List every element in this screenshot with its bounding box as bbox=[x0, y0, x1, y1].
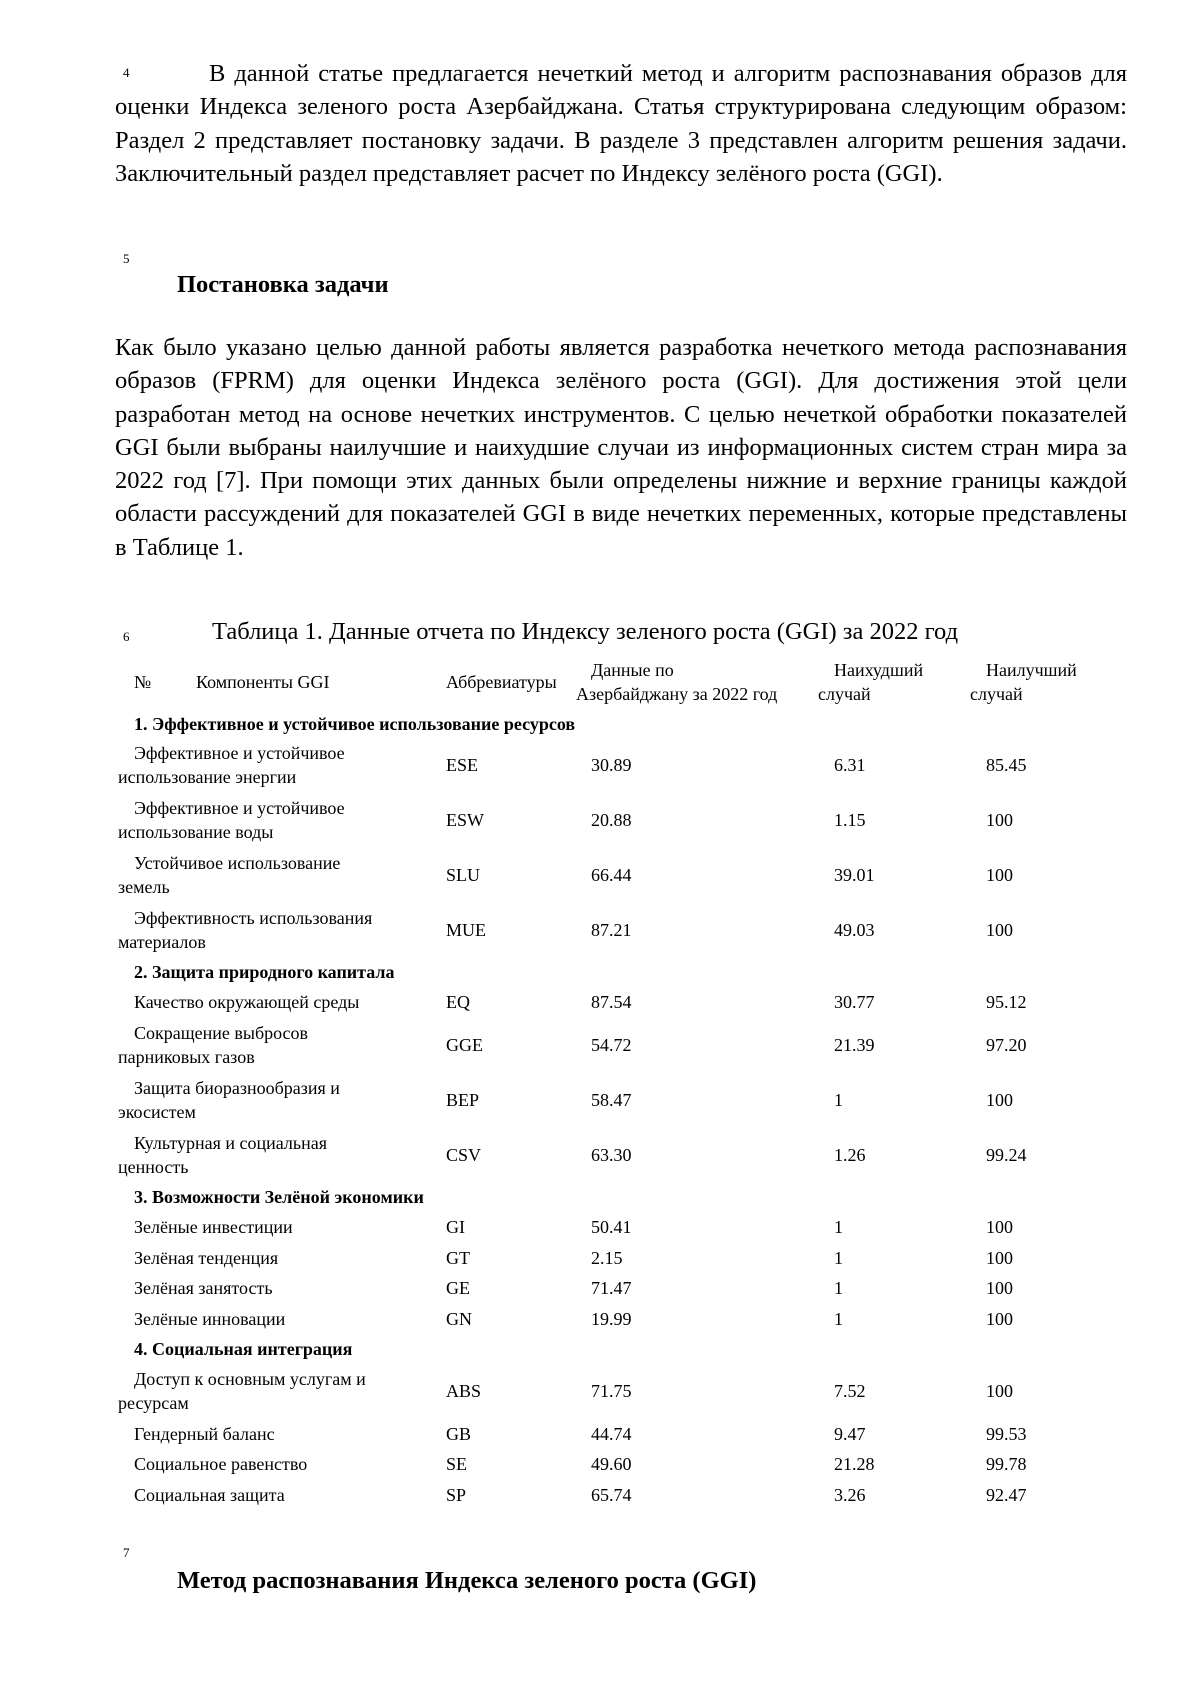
row-best-value: 100 bbox=[986, 1309, 1013, 1329]
row-worst-value: 7.52 bbox=[834, 1381, 866, 1401]
row-name-line1: Устойчивое использование bbox=[134, 853, 341, 873]
row-abbr: SE bbox=[446, 1454, 468, 1474]
row-name-line1: Культурная и социальная bbox=[134, 1133, 328, 1153]
line-number: 4 bbox=[123, 65, 130, 80]
line-number: 6 bbox=[123, 629, 130, 644]
row-az-value: 2.15 bbox=[591, 1248, 623, 1268]
row-best-value: 100 bbox=[986, 865, 1013, 885]
intro-paragraph bbox=[115, 57, 1127, 190]
row-name-line1: Зелёная занятость bbox=[134, 1278, 273, 1298]
row-abbr: ESE bbox=[446, 755, 479, 775]
row-worst-value: 1.26 bbox=[834, 1145, 866, 1165]
row-best-value: 99.24 bbox=[986, 1145, 1027, 1165]
row-abbr: SP bbox=[446, 1485, 467, 1505]
row-best-value: 100 bbox=[986, 1381, 1013, 1401]
header-abbr: Аббревиатуры bbox=[446, 672, 557, 692]
row-name-line1: Социальное равенство bbox=[134, 1454, 308, 1474]
row-az-value: 49.60 bbox=[591, 1454, 632, 1474]
row-worst-value: 6.31 bbox=[834, 755, 866, 775]
row-name-line2: ценность bbox=[118, 1157, 189, 1177]
row-az-value: 65.74 bbox=[591, 1485, 632, 1505]
row-name-line2: земель bbox=[118, 877, 170, 897]
header-az-line1: Данные по bbox=[591, 660, 674, 680]
row-worst-value: 21.28 bbox=[834, 1454, 875, 1474]
row-best-value: 99.53 bbox=[986, 1424, 1027, 1444]
row-best-value: 97.20 bbox=[986, 1035, 1027, 1055]
row-name-line2: использование воды bbox=[118, 822, 274, 842]
row-name-line2: использование энергии bbox=[118, 767, 297, 787]
row-worst-value: 39.01 bbox=[834, 865, 875, 885]
row-az-value: 19.99 bbox=[591, 1309, 632, 1329]
row-worst-value: 49.03 bbox=[834, 920, 875, 940]
row-abbr: SLU bbox=[446, 865, 481, 885]
row-abbr: BEP bbox=[446, 1090, 480, 1110]
row-best-value: 95.12 bbox=[986, 992, 1027, 1012]
row-worst-value: 1 bbox=[834, 1217, 843, 1237]
problem-paragraph: Как было указано целью данной работы является разработка нечеткого метода распознавания образов (FPRM) для оценки Индекса зелёного роста (GGI). Для достижения этой цели разработан метод на основе нечетких инструментов. С целью нечеткой обработки показателей GGI были выбраны наилучшие и наихудшие случаи из информационных систем стран мира за 2022 год [7]. При помощи этих данных были определены нижние и верхние границы каждой области рассуждений для показателей GGI в виде нечетких переменных, которые представлены в Таблице 1. bbox=[115, 334, 1127, 561]
row-best-value: 100 bbox=[986, 810, 1013, 830]
row-az-value: 50.41 bbox=[591, 1217, 632, 1237]
row-worst-value: 1 bbox=[834, 1090, 843, 1110]
header-component: Компоненты GGI bbox=[196, 672, 330, 692]
group-title: 4. Социальная интеграция bbox=[134, 1339, 353, 1359]
row-abbr: GI bbox=[446, 1217, 465, 1237]
row-abbr: ABS bbox=[446, 1381, 482, 1401]
row-name-line2: ресурсам bbox=[118, 1393, 189, 1413]
row-best-value: 100 bbox=[986, 1090, 1013, 1110]
group-title: 1. Эффективное и устойчивое использование ресурсов bbox=[134, 714, 576, 734]
header-num: № bbox=[134, 672, 152, 692]
row-abbr: GGE bbox=[446, 1035, 483, 1055]
line-number: 7 bbox=[123, 1545, 130, 1560]
row-name-line1: Зелёные инновации bbox=[134, 1309, 286, 1329]
row-abbr: EQ bbox=[446, 992, 470, 1012]
row-worst-value: 21.39 bbox=[834, 1035, 875, 1055]
row-abbr: CSV bbox=[446, 1145, 482, 1165]
row-abbr: GE bbox=[446, 1278, 470, 1298]
row-az-value: 20.88 bbox=[591, 810, 632, 830]
row-name-line1: Качество окружающей среды bbox=[134, 992, 360, 1012]
header-worst-line1: Наихудший bbox=[834, 660, 924, 680]
row-best-value: 100 bbox=[986, 920, 1013, 940]
row-az-value: 71.75 bbox=[591, 1381, 632, 1401]
row-az-value: 63.30 bbox=[591, 1145, 632, 1165]
row-best-value: 92.47 bbox=[986, 1485, 1027, 1505]
row-name-line1: Эффективное и устойчивое bbox=[134, 798, 345, 818]
intro-paragraph-text: В данной статье предлагается нечеткий метод и алгоритм распознавания образов для оценки Индекса зеленого роста Азербайджана. Статья структурирована следующим образом: Раздел 2 представляет постановку задачи. В разделе 3 представлен алгоритм решения задачи. Заключительный раздел представляет расчет по Индексу зелёного роста (GGI). bbox=[115, 60, 1127, 187]
table-caption: Таблица 1. Данные отчета по Индексу зеленого роста (GGI) за 2022 год bbox=[212, 618, 959, 645]
group-title: 3. Возможности Зелёной экономики bbox=[134, 1187, 424, 1207]
row-name-line1: Сокращение выбросов bbox=[134, 1023, 309, 1043]
row-az-value: 44.74 bbox=[591, 1424, 632, 1444]
row-worst-value: 1.15 bbox=[834, 810, 866, 830]
row-az-value: 54.72 bbox=[591, 1035, 632, 1055]
row-worst-value: 1 bbox=[834, 1278, 843, 1298]
row-abbr: GB bbox=[446, 1424, 472, 1444]
row-best-value: 99.78 bbox=[986, 1454, 1027, 1474]
row-abbr: MUE bbox=[446, 920, 486, 940]
group-title: 2. Защита природного капитала bbox=[134, 962, 395, 982]
row-az-value: 58.47 bbox=[591, 1090, 632, 1110]
row-name-line1: Социальная защита bbox=[134, 1485, 285, 1505]
row-best-value: 100 bbox=[986, 1248, 1013, 1268]
row-worst-value: 1 bbox=[834, 1248, 843, 1268]
row-name-line2: материалов bbox=[118, 932, 206, 952]
row-abbr: GN bbox=[446, 1309, 472, 1329]
row-name-line1: Зелёные инвестиции bbox=[134, 1217, 293, 1237]
row-best-value: 100 bbox=[986, 1217, 1013, 1237]
line-number: 5 bbox=[123, 251, 130, 266]
row-worst-value: 9.47 bbox=[834, 1424, 866, 1444]
header-az-line2: Азербайджану за 2022 год bbox=[576, 684, 778, 704]
header-worst-line2: случай bbox=[818, 684, 871, 704]
row-az-value: 66.44 bbox=[591, 865, 632, 885]
row-name-line1: Эффективное и устойчивое bbox=[134, 743, 345, 763]
row-abbr: GT bbox=[446, 1248, 470, 1268]
row-best-value: 100 bbox=[986, 1278, 1013, 1298]
row-az-value: 87.54 bbox=[591, 992, 632, 1012]
row-worst-value: 30.77 bbox=[834, 992, 875, 1012]
section-heading-problem: Постановка задачи bbox=[177, 271, 389, 298]
row-name-line2: парниковых газов bbox=[118, 1047, 255, 1067]
section-heading-method: Метод распознавания Индекса зеленого роста (GGI) bbox=[177, 1567, 757, 1594]
row-best-value: 85.45 bbox=[986, 755, 1027, 775]
row-name-line1: Защита биоразнообразия и bbox=[134, 1078, 340, 1098]
row-worst-value: 1 bbox=[834, 1309, 843, 1329]
row-abbr: ESW bbox=[446, 810, 484, 830]
row-name-line1: Зелёная тенденция bbox=[134, 1248, 279, 1268]
row-name-line1: Гендерный баланс bbox=[134, 1424, 275, 1444]
row-name-line2: экосистем bbox=[118, 1102, 196, 1122]
row-name-line1: Доступ к основным услугам и bbox=[134, 1369, 366, 1389]
row-az-value: 87.21 bbox=[591, 920, 632, 940]
header-best-line2: случай bbox=[970, 684, 1023, 704]
row-name-line1: Эффективность использования bbox=[134, 908, 373, 928]
row-az-value: 30.89 bbox=[591, 755, 632, 775]
row-az-value: 71.47 bbox=[591, 1278, 632, 1298]
header-best-line1: Наилучший bbox=[986, 660, 1077, 680]
row-worst-value: 3.26 bbox=[834, 1485, 866, 1505]
